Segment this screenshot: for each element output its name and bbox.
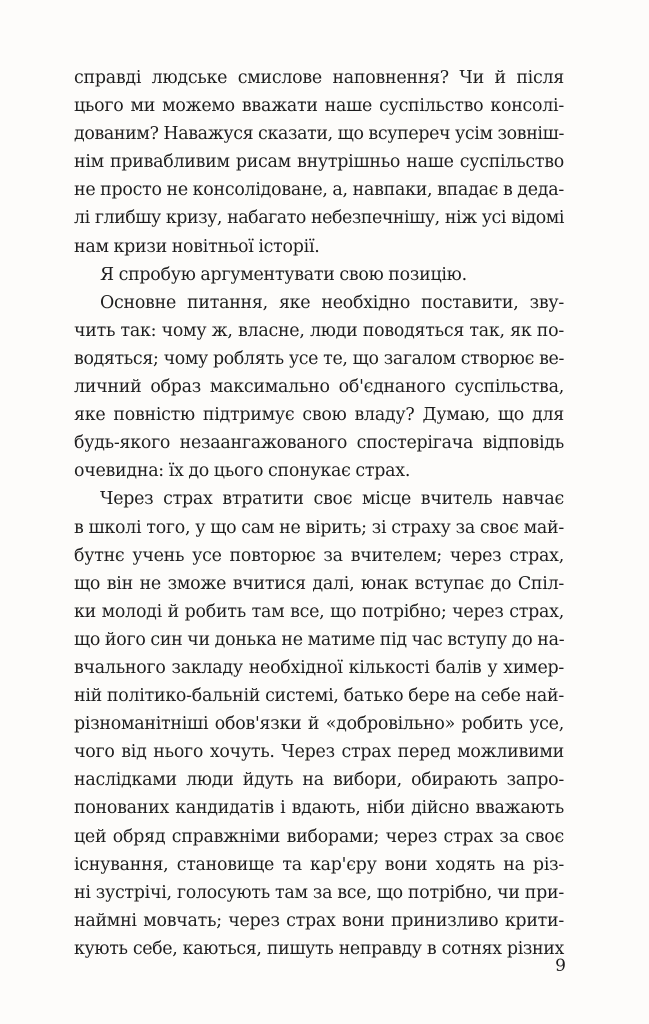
text-line: чого від нього хочуть. Через страх перед можливими <box>74 742 564 763</box>
text-line: Основне питання, яке необхідно поставити, зву- <box>100 292 564 313</box>
text-line: бутнє учень усе повторює за вчителем; через страх, <box>74 545 564 566</box>
text-line: наслідками люди йдуть на вибори, обирають запро- <box>74 770 564 791</box>
text-line: дованим? Наважуся сказати, що всупереч усім зовніш- <box>74 124 564 145</box>
text-line: очевидна: їх до цього спонукає страх. <box>74 461 411 482</box>
text-line: в школі того, у що сам не вірить; зі страху за своє май- <box>74 517 564 538</box>
text-line: ки молоді й робить там все, що потрібно; через страх, <box>74 601 564 622</box>
text-line: нам кризи новітньої історії. <box>74 236 320 257</box>
text-line: наймні мовчать; через страх вони принизливо крити- <box>74 910 564 931</box>
text-line: що він не зможе вчитися далі, юнак вступає до Спіл- <box>74 573 564 594</box>
text-line: ній політико-бальній системі, батько бере на себе най- <box>74 686 564 707</box>
text-line: чить так: чому ж, власне, люди поводяться так, як по- <box>74 320 564 341</box>
text-line: лі глибшу кризу, набагато небезпечнішу, ніж усі відомі <box>74 208 564 229</box>
text-line: нім привабливим рисам внутрішньо наше суспільство <box>74 152 564 173</box>
text-line: понованих кандидатів і вдають, ніби дійсно вважають <box>74 798 564 819</box>
text-line: ні зустрічі, голосують там за все, що потрібно, чи при- <box>74 882 564 903</box>
text-line: цей обряд справжніми виборами; через страх за своє <box>74 826 564 847</box>
text-line: різноманітніші обов'язки й «добровільно» робить усе, <box>74 714 564 735</box>
text-line: яке повністю підтримує свою владу? Думаю, що для <box>74 405 564 426</box>
text-line: справді людське смислове наповнення? Чи й після <box>74 68 564 88</box>
text-line: Через страх втратити своє місце вчитель навчає <box>100 489 564 510</box>
text-line: Я спробую аргументувати свою позицію. <box>100 264 467 285</box>
body-text <box>74 64 564 963</box>
text-line: будь-якого незаангажованого спостерігача відповідь <box>74 433 564 454</box>
text-line: що його син чи донька не матиме під час вступу до на- <box>74 629 565 650</box>
text-line: не просто не консолідоване, а, навпаки, впадає в деда- <box>74 180 564 201</box>
text-line: вчального закладу необхідної кількості балів у химер- <box>74 657 564 678</box>
page-number: 9 <box>555 956 566 976</box>
text-line: існування, становище та кар'єру вони ходять на різ- <box>74 854 564 875</box>
text-line: личний образ максимально об'єднаного суспільства, <box>74 377 564 398</box>
text-line: водяться; чому роблять усе те, що загалом створює ве- <box>74 348 564 369</box>
text-line: кують себе, каються, пишуть неправду в сотнях різних <box>74 938 564 959</box>
text-line: цього ми можемо вважати наше суспільство консолі- <box>74 96 564 117</box>
